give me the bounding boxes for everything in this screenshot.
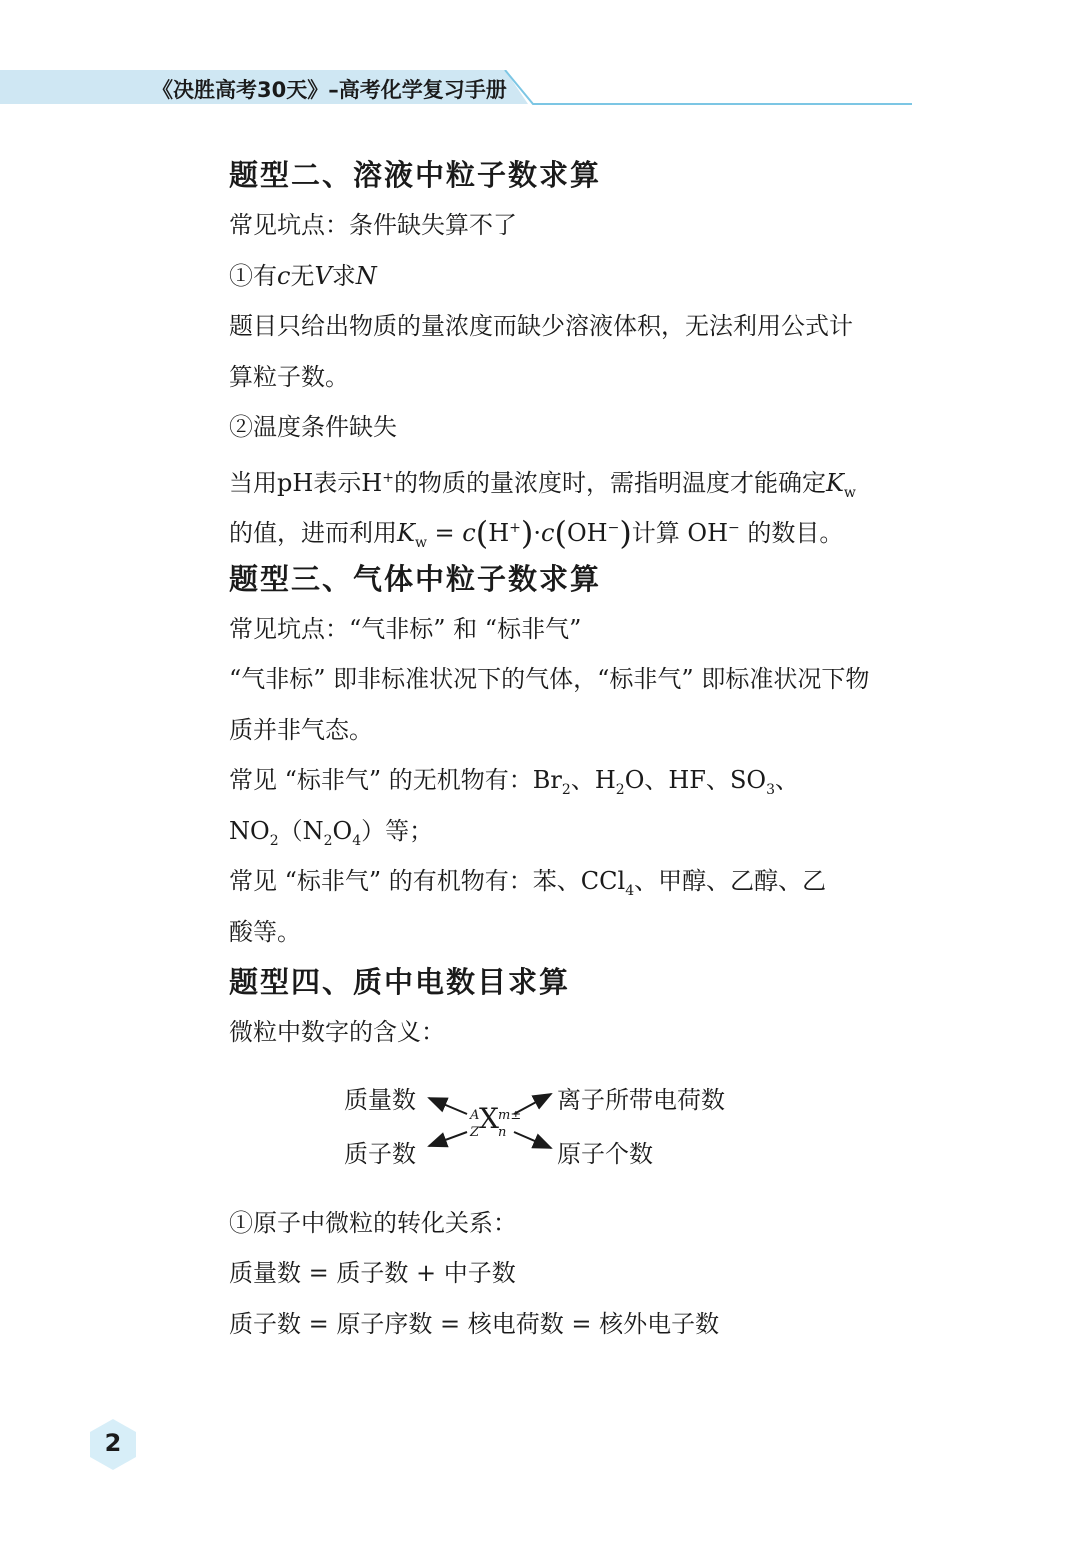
sub-left: Z (470, 1124, 480, 1140)
page-header (0, 70, 1080, 110)
relation-title: ①原子中微粒的转化关系： (229, 1208, 517, 1237)
section-heading: 题型二、溶液中粒子数求算 (229, 158, 602, 192)
formula-line: 的值，进而利用$K_w = c(H^+)\cdot c(OH^-)$计算 OH− 的数目。 (229, 514, 844, 552)
intro-line: 微粒中数字的含义： (229, 1018, 445, 1046)
relation-line: 质量数 = 质子数 + 中子数 (229, 1259, 516, 1287)
paragraph-line: 题目只给出物质的量浓度而缺少溶液体积，无法利用公式计 (229, 312, 853, 340)
paragraph-line: 算粒子数。 (229, 362, 349, 391)
section-heading: 题型四、质中电数目求算 (229, 965, 571, 999)
inorganic-list-cont: $NO_2(N_2O_4)$等； (229, 816, 434, 849)
page-content (229, 150, 929, 1349)
pitfall-line: 常见坑点：“气非标” 和 “标非气” (229, 614, 582, 643)
element-symbol: X (479, 1101, 499, 1135)
section-heading: 题型三、气体中粒子数求算 (229, 561, 602, 596)
sup-left: A (470, 1107, 480, 1123)
book-title: 《决胜高考30天》–高考化学复习手册 (152, 78, 507, 102)
atom-count-label: 原子个数 (557, 1139, 653, 1168)
page-number-badge (88, 1417, 138, 1471)
relation-line: 质子数 = 原子序数 = 核电荷数 = 核外电子数 (229, 1309, 720, 1338)
mass-number-label: 质量数 (344, 1085, 416, 1114)
paragraph-line: “气非标” 即非标准状况下的气体，“标非气” 即标准状况下物 (229, 665, 870, 693)
paragraph-line: 当用pH表示H+的物质的量浓度时，需指明温度才能确定$K_w$ (229, 468, 856, 501)
sub-right: n (498, 1124, 507, 1140)
paragraph-line: 质并非气态。 (229, 715, 373, 744)
diagram-arrows (229, 1058, 929, 1198)
charge-number-label: 离子所带电荷数 (557, 1085, 725, 1114)
inorganic-list: 常见 “标非气” 的无机物有：$Br_2$、$H_2O$、HF、$SO_3$、 (229, 766, 799, 798)
case-2-title: ②温度条件缺失 (229, 413, 397, 441)
case-1-title: ①有c无V求N (229, 261, 377, 290)
pitfall-line: 常见坑点：条件缺失算不了 (229, 211, 517, 239)
nuclide-notation-diagram (229, 1058, 929, 1198)
proton-number-label: 质子数 (344, 1139, 416, 1168)
organic-list-cont: 酸等。 (229, 917, 301, 946)
organic-list: 常见 “标非气” 的有机物有：苯、CCl$_4$、甲醇、乙醇、乙 (229, 867, 827, 899)
page-number: 2 (104, 1429, 122, 1457)
sup-right: m± (498, 1107, 522, 1123)
